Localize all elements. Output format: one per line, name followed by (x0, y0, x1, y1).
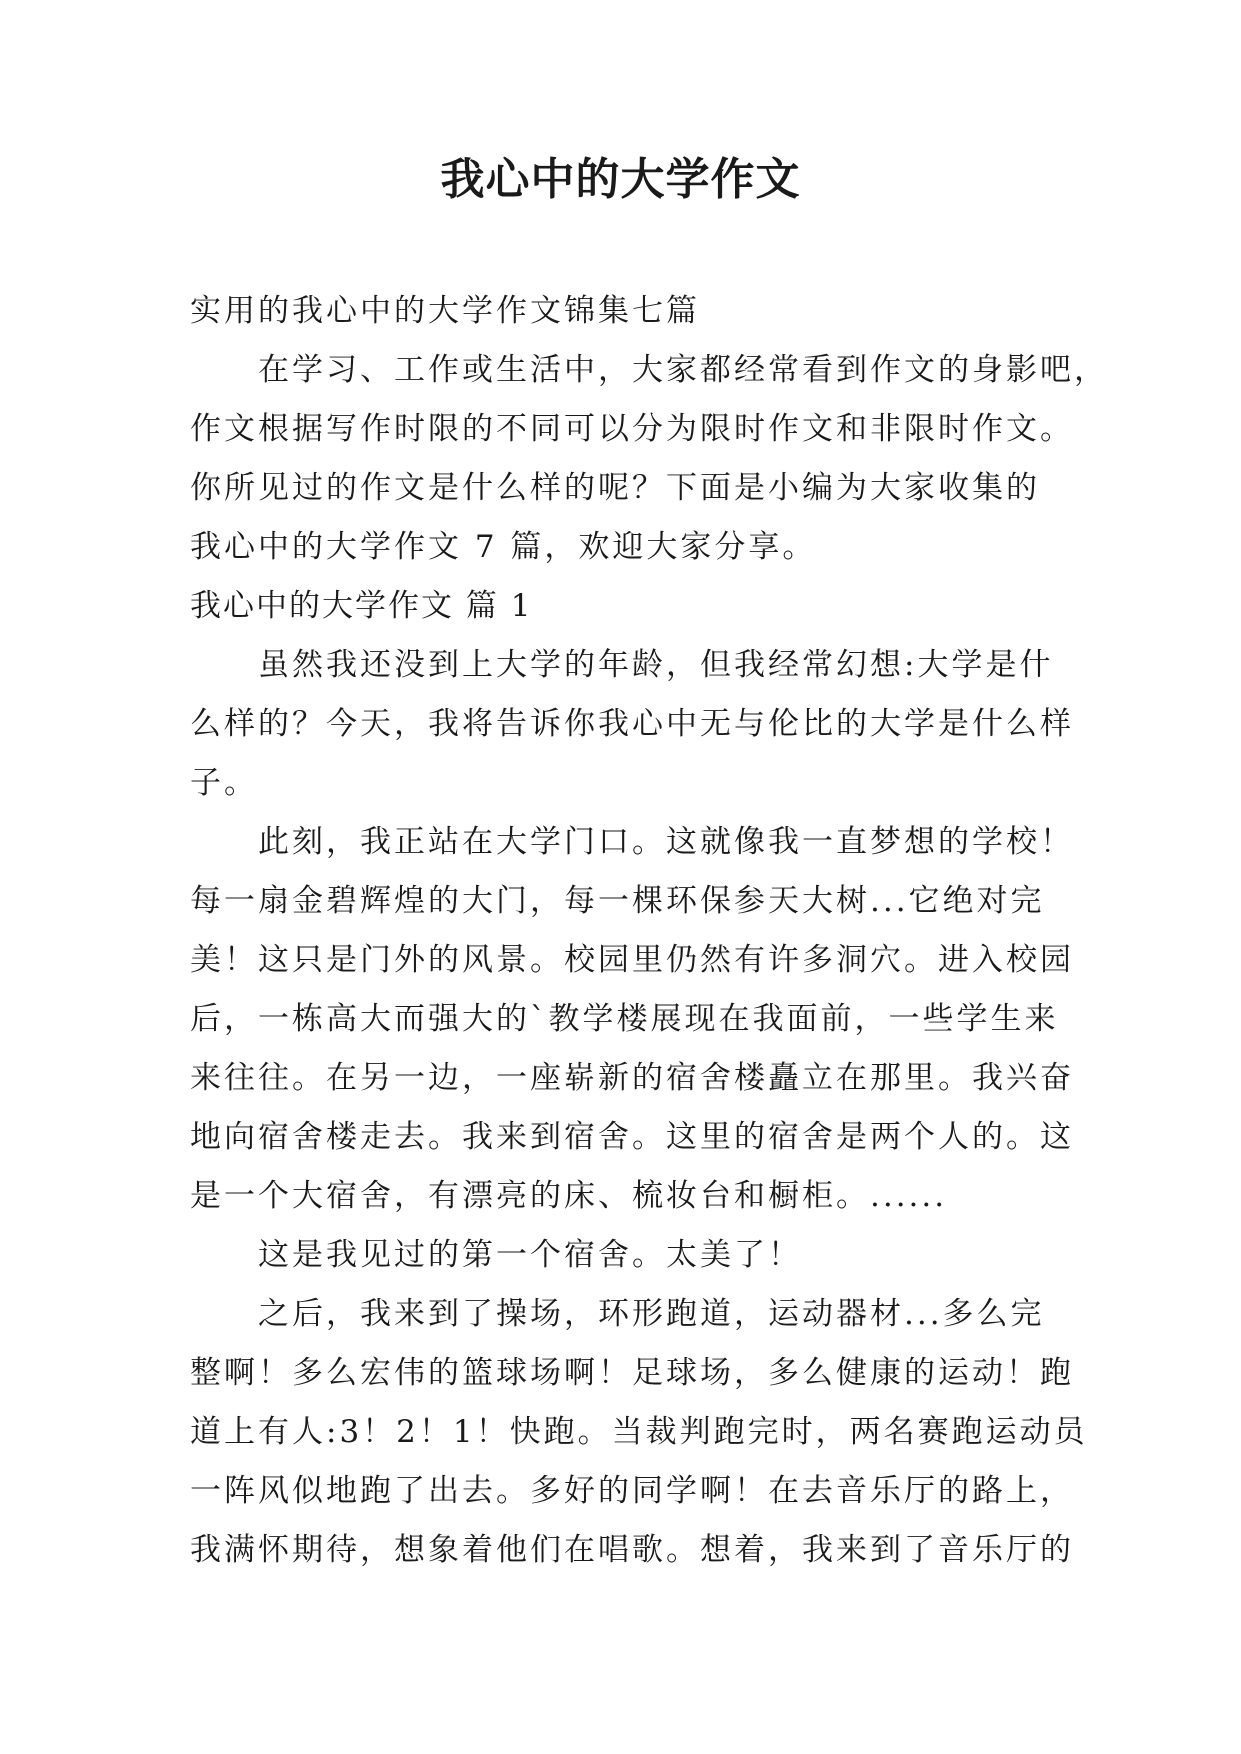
paragraph-line: 地向宿舍楼走去。我来到宿舍。这里的宿舍是两个人的。这 (190, 1119, 1074, 1155)
paragraph-line: 你所见过的作文是什么样的呢？下面是小编为大家收集的 (190, 470, 1040, 506)
paragraph-line: 我满怀期待，想象着他们在唱歌。想着，我来到了音乐厅的 (190, 1532, 1074, 1568)
paragraph-line: 此刻，我正站在大学门口。这就像我一直梦想的学校！ (258, 824, 1074, 860)
paragraph-line: 在学习、工作或生活中，大家都经常看到作文的身影吧， (258, 352, 1108, 388)
paragraph-line: 这是我见过的第一个宿舍。太美了！ (258, 1237, 802, 1273)
paragraph-line: 一阵风似地跑了出去。多好的同学啊！在去音乐厅的路上， (190, 1473, 1074, 1509)
subtitle-line: 实用的我心中的大学作文锦集七篇 (190, 293, 700, 329)
paragraph-line: 整啊！多么宏伟的篮球场啊！足球场，多么健康的运动！跑 (190, 1355, 1074, 1391)
paragraph-line: 每一扇金碧辉煌的大门，每一棵环保参天大树...它绝对完 (190, 883, 1045, 919)
section-heading: 我心中的大学作文 篇 1 (190, 588, 533, 624)
document-body (190, 282, 1108, 1580)
paragraph-line: 道上有人:3！2！1！快跑。当裁判跑完时，两名赛跑运动员 (190, 1414, 1088, 1450)
paragraph-line: 子。 (190, 765, 258, 801)
paragraph-line: 我心中的大学作文 7 篇，欢迎大家分享。 (190, 529, 817, 565)
paragraph-line: 作文根据写作时限的不同可以分为限时作文和非限时作文。 (190, 411, 1074, 447)
paragraph-line: 之后，我来到了操场，环形跑道，运动器材...多么完 (258, 1296, 1045, 1332)
paragraph-line: 虽然我还没到上大学的年龄，但我经常幻想:大学是什 (258, 647, 1054, 683)
document-title: 我心中的大学作文 (440, 154, 801, 205)
paragraph-line: 么样的？今天，我将告诉你我心中无与伦比的大学是什么样 (190, 706, 1074, 742)
paragraph-line: 美！这只是门外的风景。校园里仍然有许多洞穴。进入校园 (190, 942, 1074, 978)
paragraph-line: 来往往。在另一边，一座崭新的宿舍楼矗立在那里。我兴奋 (190, 1060, 1074, 1096)
paragraph-line: 是一个大宿舍，有漂亮的床、梳妆台和橱柜。...... (190, 1178, 948, 1214)
paragraph-line: 后，一栋高大而强大的`教学楼展现在我面前，一些学生来 (190, 1001, 1059, 1037)
